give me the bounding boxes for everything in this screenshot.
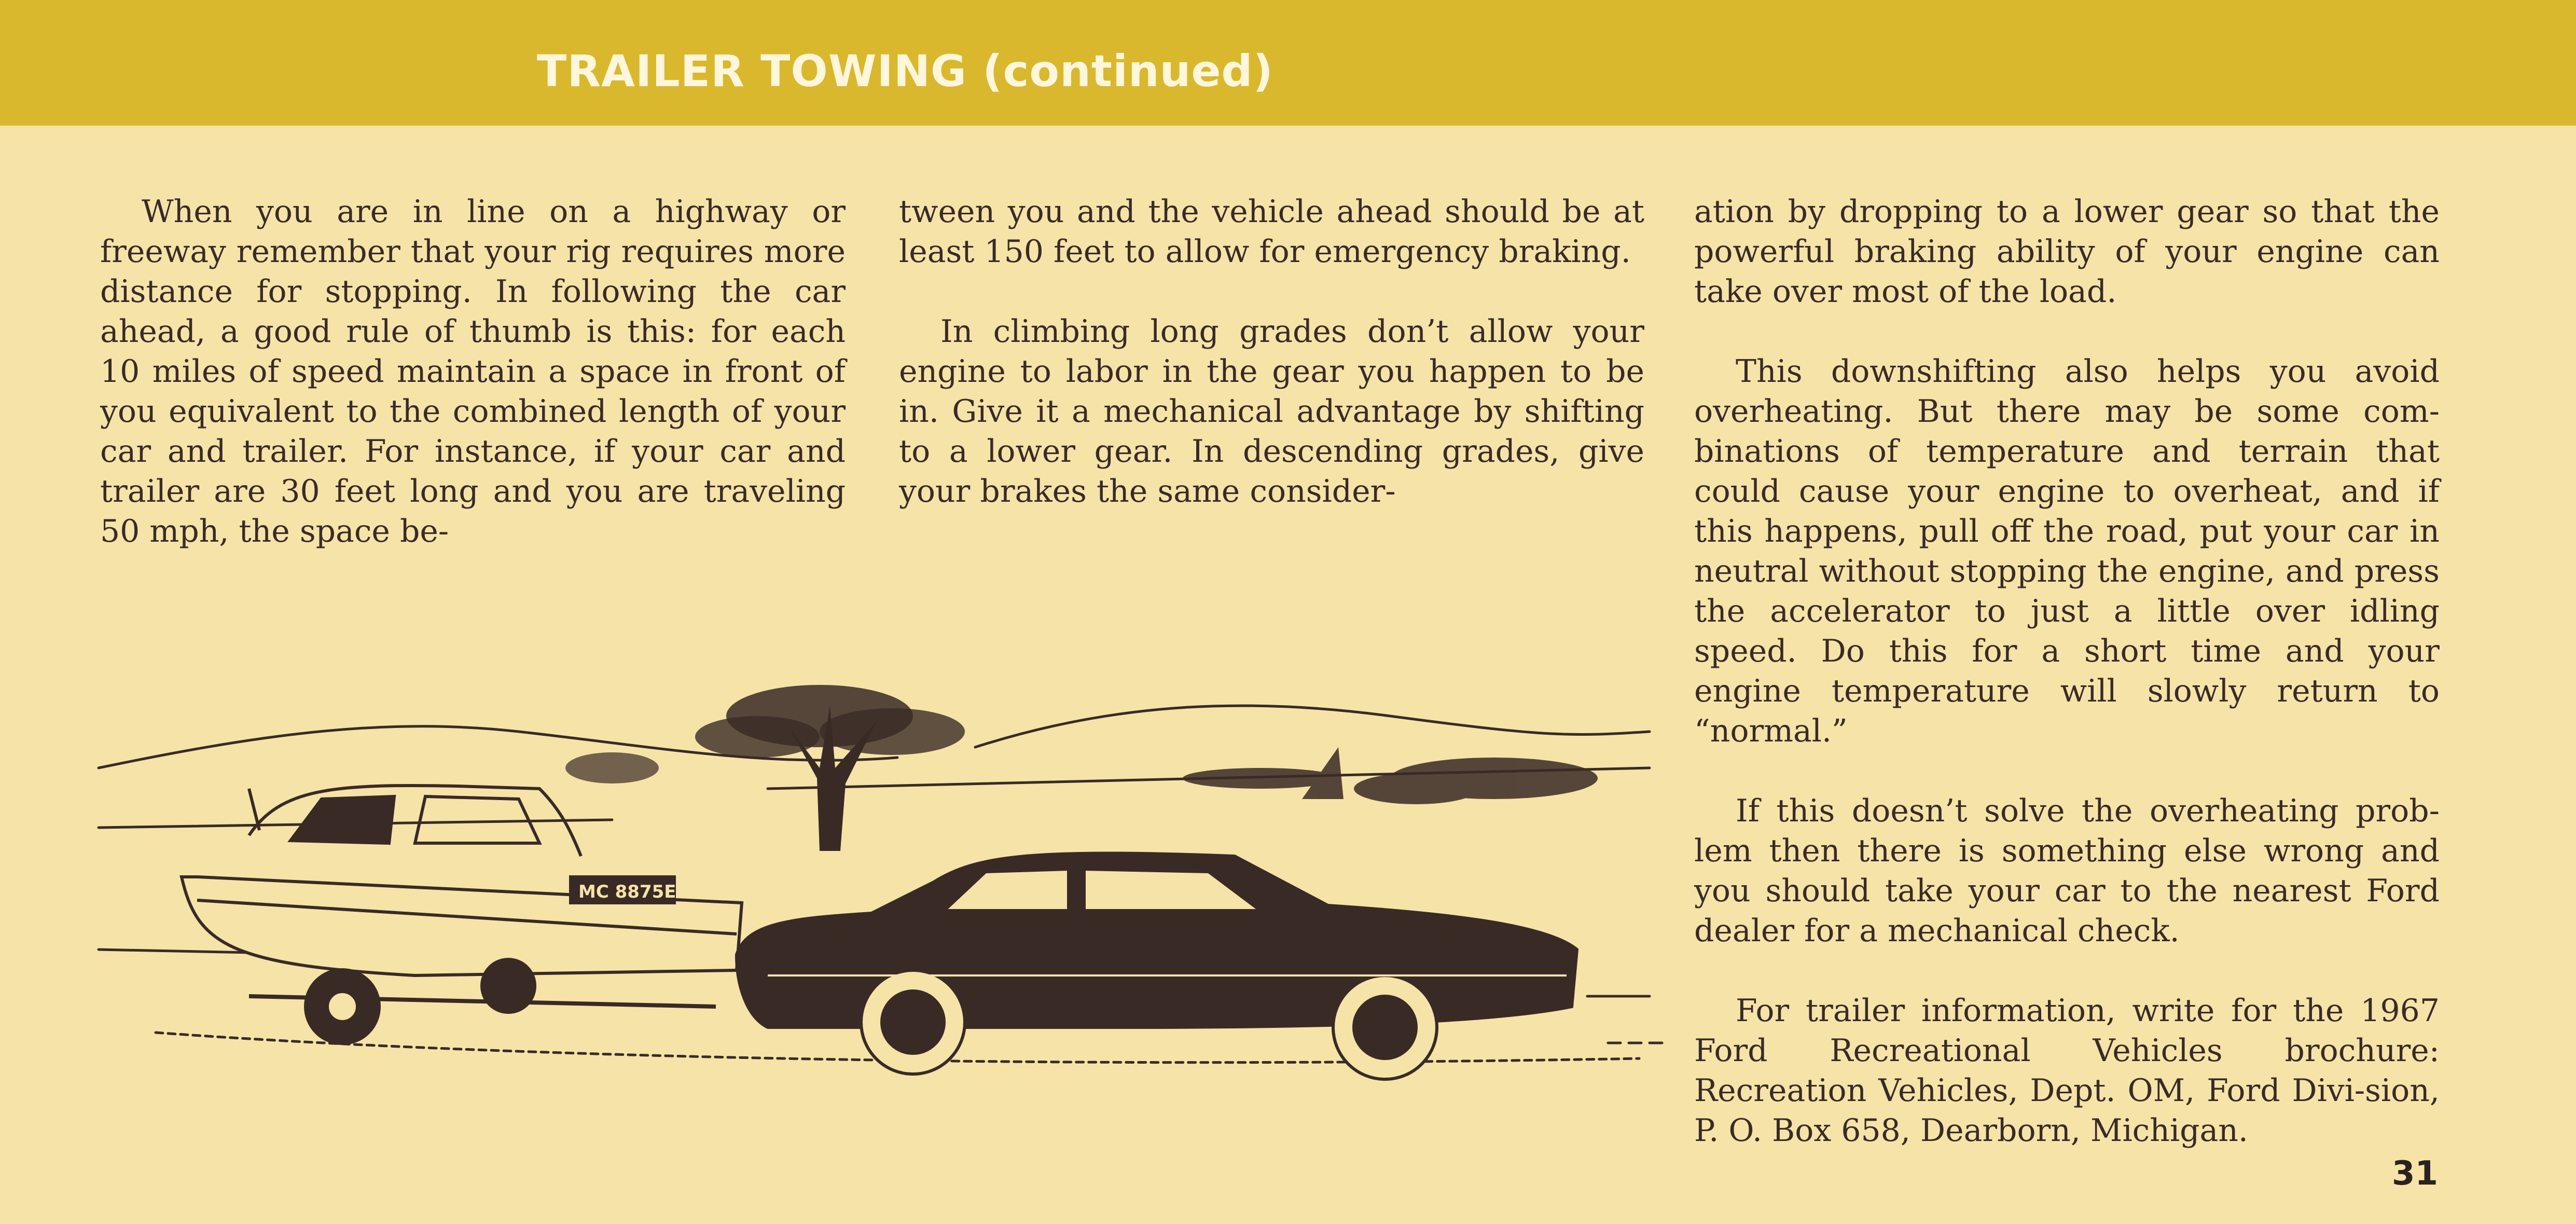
boat-registration: MC 8875E bbox=[578, 882, 676, 902]
boat bbox=[182, 786, 742, 975]
page-number: 31 bbox=[2391, 1154, 2438, 1193]
text-column-2 bbox=[899, 192, 1644, 552]
paragraph: In climbing long grades don’t allow your engine to labor in the gear you happen to be in. Give it a mechanical advantage by shifting to a lower gear. In descending grades, give your brakes the same consider- bbox=[899, 313, 1644, 510]
text-column-3 bbox=[1694, 192, 2440, 1191]
paragraph: This downshifting also helps you avoid overheating. But there may be some com-binations of temperature and terrain that could cause your engine to overheat, and if this happens, pull off the road, put your car in neutral without stopping the engine, and press the accelerator to just a little over idling speed. Do this for a short time and your engine temperature will slowly return to “normal.” bbox=[1694, 353, 2440, 749]
tree bbox=[565, 685, 965, 851]
hill-line bbox=[975, 706, 1650, 747]
paragraph: ation by dropping to a lower gear so that the powerful braking ability of your engine can take over most of the load. bbox=[1694, 194, 2440, 310]
paragraph: For trailer information, write for the 1967 Ford Recreational Vehicles brochure: Recreation Vehicles, Dept. OM, Ford Divi-sion, P. O. Box 658, Dearborn, Michigan. bbox=[1694, 993, 2440, 1149]
car bbox=[737, 853, 1577, 1079]
text-column-1 bbox=[100, 192, 846, 592]
paragraph: tween you and the vehicle ahead should be at least 150 feet to allow for emergency braking. bbox=[899, 194, 1644, 270]
paragraph: If this doesn’t solve the overheating prob-lem then there is something else wrong and you should take your car to the nearest Ford dealer for a mechanical check. bbox=[1694, 793, 2440, 949]
bushes bbox=[1183, 747, 1598, 804]
header-band bbox=[0, 0, 2576, 126]
car-towing-boat-illustration bbox=[93, 612, 1681, 1121]
page-title: TRAILER TOWING (continued) bbox=[537, 46, 1273, 97]
paragraph: When you are in line on a highway or freeway remember that your rig requires more distance for stopping. In following the car ahead, a good rule of thumb is this: for each 10 miles of speed maintain a space in front of you equivalent to the combined length of your car and trailer. For instance, if your car and trailer are 30 feet long and you are traveling 50 mph, the space be- bbox=[100, 194, 846, 549]
